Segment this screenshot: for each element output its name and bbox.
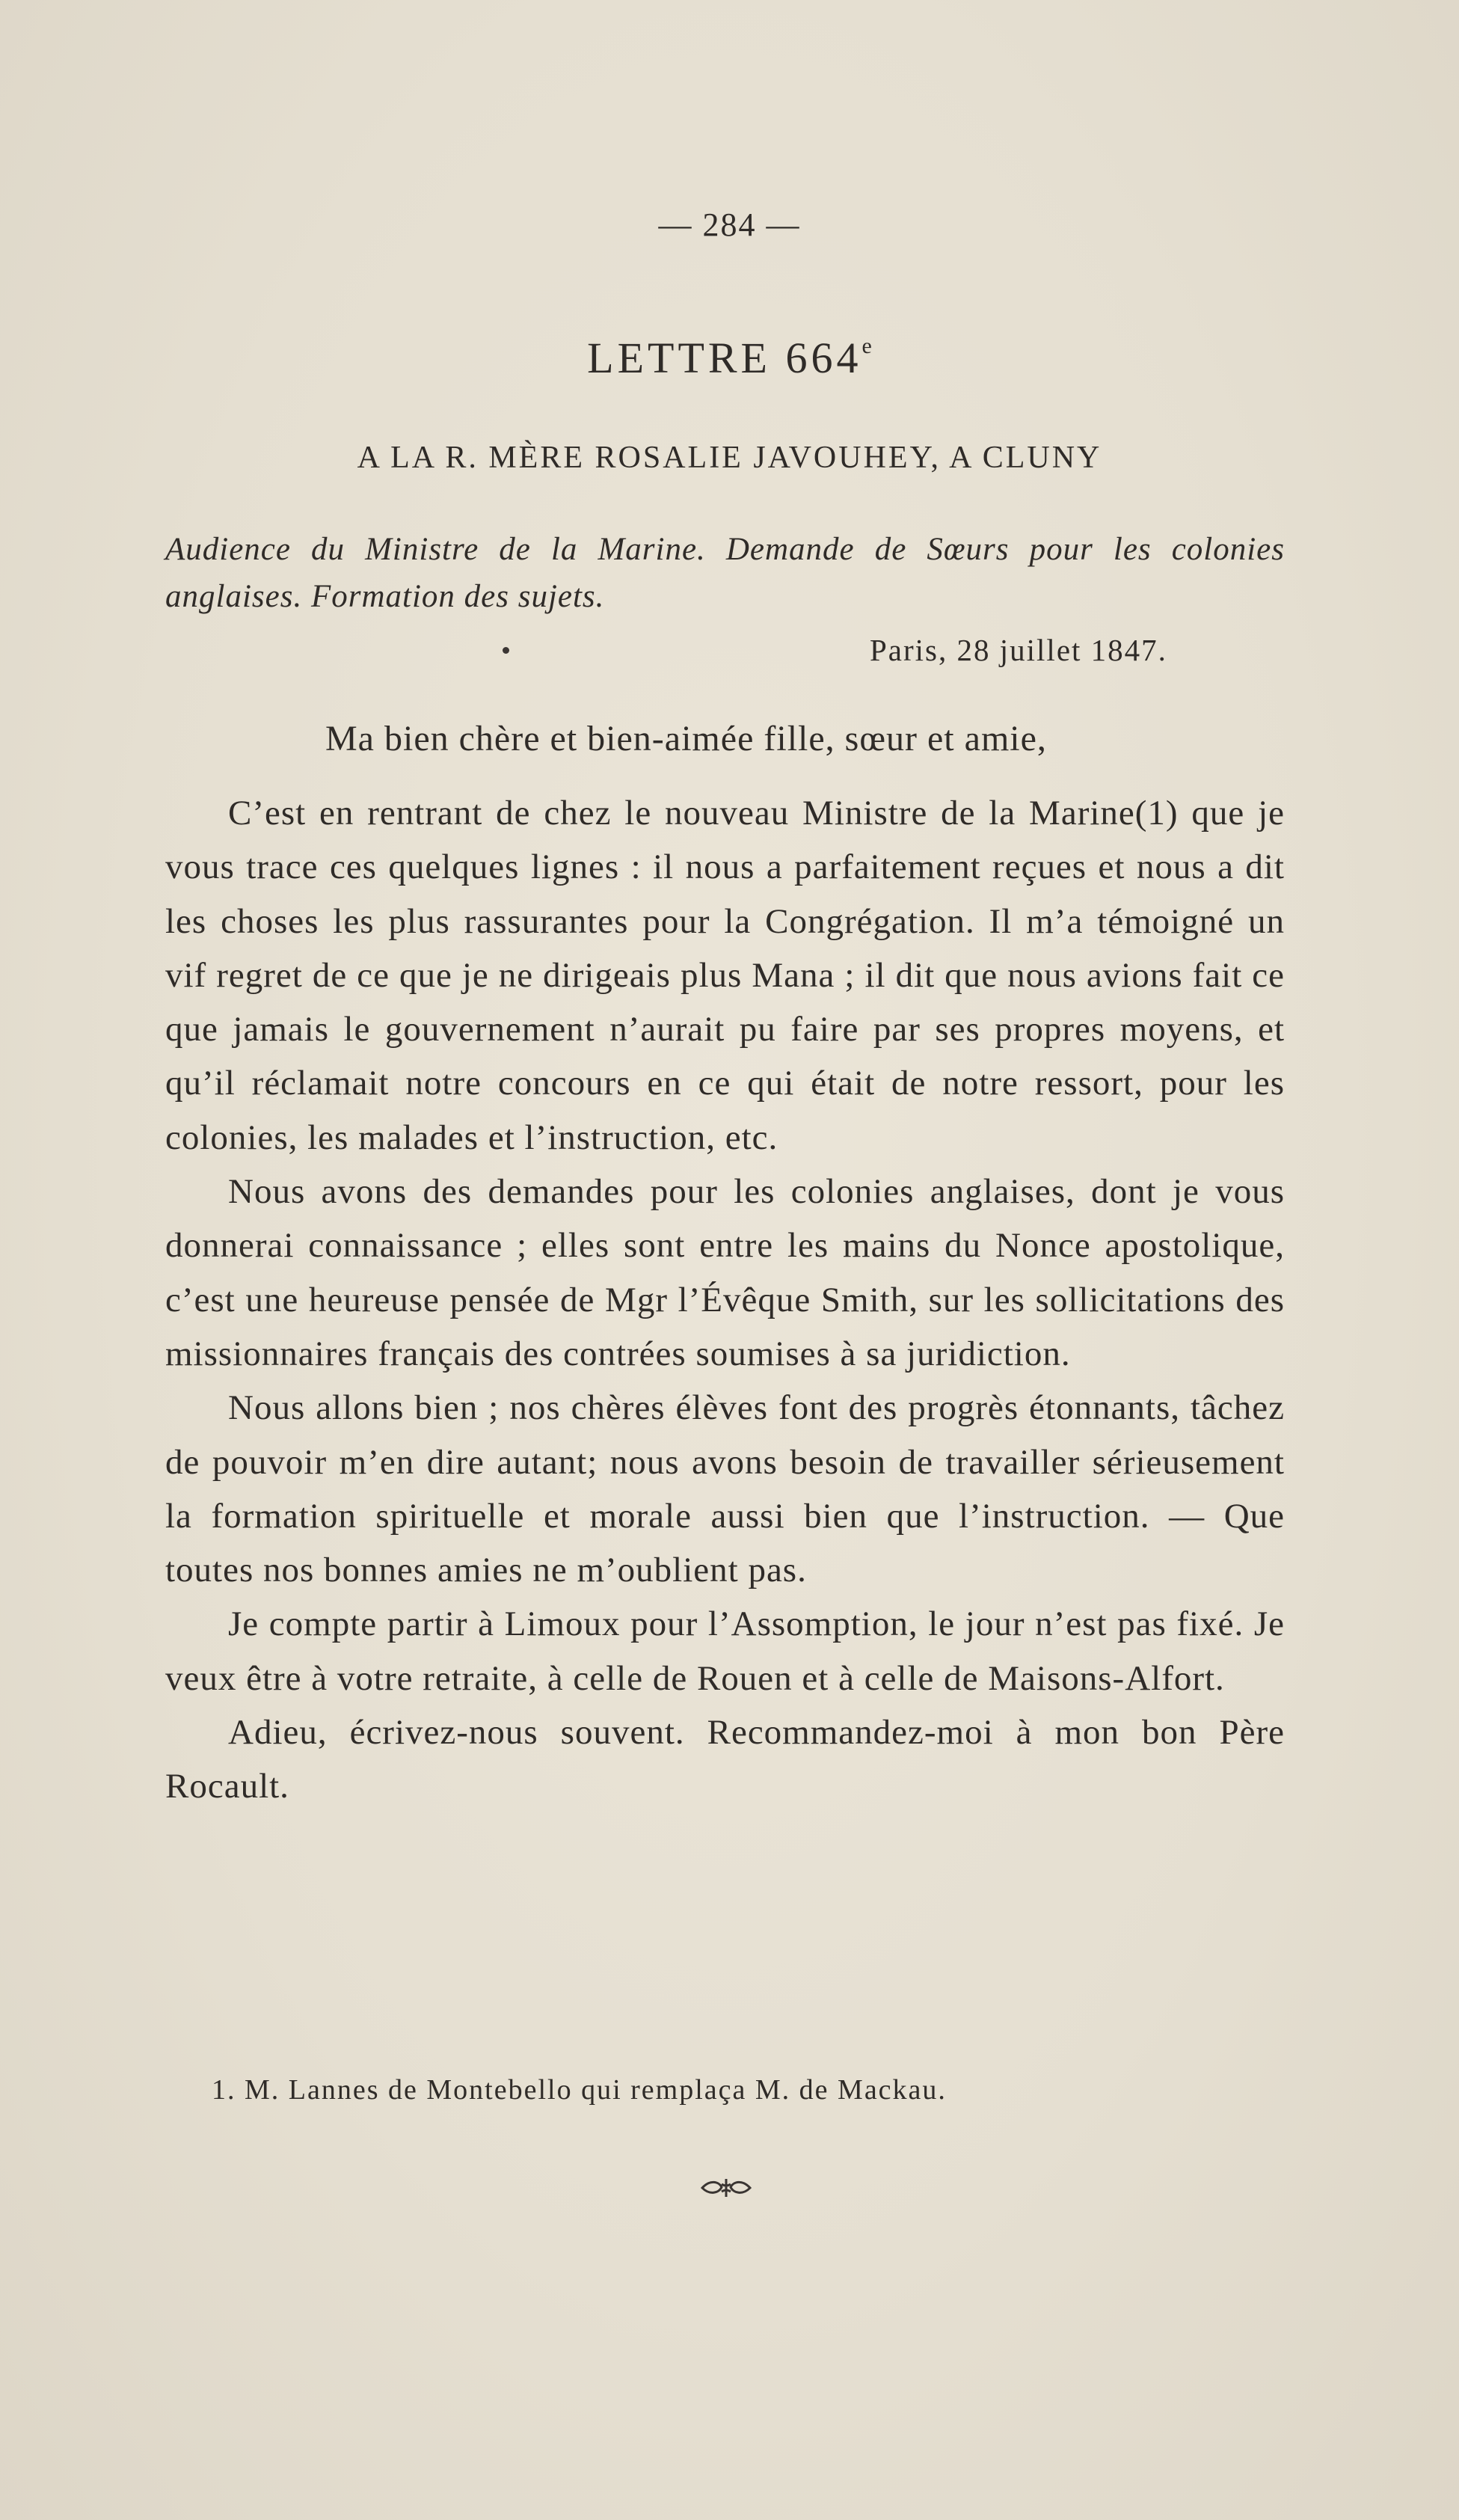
- letter-summary: Audience du Ministre de la Marine. Demande de Sœurs pour les colonies anglaises. Formation des sujets.: [165, 532, 1285, 614]
- paragraph-4: Je compte partir à Limoux pour l’Assomption, le jour n’est pas fixé. Je veux être à votre retraite, à celle de Rouen et à celle de Maisons-Alfort.: [165, 1604, 1285, 1698]
- stray-dot: [503, 647, 509, 654]
- letter-title: [0, 333, 1459, 383]
- letter-title-text: LETTRE 664: [587, 334, 862, 382]
- paragraph-3: Nous allons bien ; nos chères élèves font des progrès étonnants, tâchez de pouvoir m’en dire autant; nous avons besoin de travailler sérieusement la formation spirituelle et morale aussi bien que l’instruction. — Que toutes nos bonnes amies ne m’oublient pas.: [165, 1388, 1285, 1590]
- recipient-line: A LA R. MÈRE ROSALIE JAVOUHEY, A CLUNY: [357, 441, 1102, 475]
- letter-body: [165, 786, 1285, 1814]
- paragraph-1: C’est en rentrant de chez le nouveau Ministre de la Marine(1) que je vous trace ces quelques lignes : il nous a parfaitement reçues et nous a dit les choses les plus rassurantes pour la Congrégation. Il m’a témoigné un vif regret de ce que je ne dirigeais plus Mana ; il dit que nous avions fait ce que jamais le gouvernement n’aurait pu faire par ses propres moyens, et qu’il réclamait notre concours en ce qui était de notre ressort, pour les colonies, les malades et l’instruction, etc.: [165, 794, 1285, 1157]
- paragraph-2: Nous avons des demandes pour les colonies anglaises, dont je vous donnerai connaissance ; elles sont entre les mains du Nonce apostolique, c’est une heureuse pensée de Mgr l’Évêque Smith, sur les sollicitations des missionnaires français des contrées soumises à sa juridiction.: [165, 1172, 1285, 1373]
- page-number: — 284 —: [658, 206, 801, 243]
- footnote: 1. M. Lannes de Montebello qui remplaça M. de Mackau.: [212, 2074, 947, 2106]
- salutation: Ma bien chère et bien-aimée fille, sœur et amie,: [325, 719, 1047, 758]
- place-date: Paris, 28 juillet 1847.: [870, 633, 1167, 667]
- paragraph-5: Adieu, écrivez-nous souvent. Recommandez-moi à mon bon Père Rocault.: [165, 1713, 1285, 1806]
- letter-title-superscript: e: [861, 334, 872, 358]
- fleuron-ornament-icon: [699, 2177, 753, 2199]
